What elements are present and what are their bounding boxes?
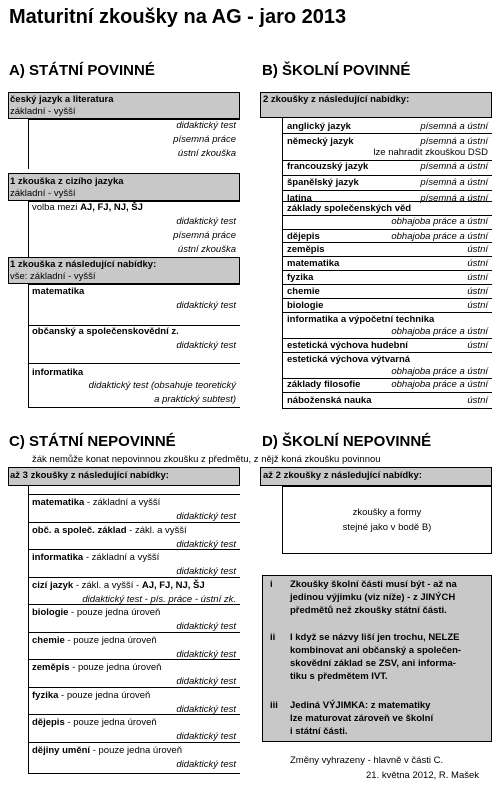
divider bbox=[28, 522, 240, 523]
subject-row bbox=[32, 580, 205, 592]
c-note: žák nemůže konat nepovinnou zkoušku z předmětu, z nějž koná zkoušku povinnou bbox=[32, 454, 381, 465]
subject-name: estetická výchova hudební bbox=[287, 340, 408, 351]
divider bbox=[282, 408, 492, 409]
subject-name: chemie bbox=[32, 635, 65, 646]
subject-name: estetická výchova výtvarná bbox=[287, 354, 411, 365]
subject-levels: - pouze jedna úroveň bbox=[68, 607, 161, 618]
divider bbox=[28, 659, 240, 660]
a-group3-levels: vše: základní - vyšší bbox=[10, 271, 96, 282]
a-group2-header bbox=[8, 173, 240, 201]
subject-name: obč. a společ. základ bbox=[32, 525, 127, 536]
note-line: I když se názvy liší jen trochu, NELZE bbox=[290, 632, 460, 643]
note-line: předmětů než zkoušky státní části. bbox=[290, 605, 447, 616]
exam-form: ústní bbox=[467, 286, 488, 297]
note-line: tiku s předmětem IVT. bbox=[290, 671, 388, 682]
note-line: Jediná VÝJIMKA: z matematiky bbox=[290, 700, 431, 711]
exam-form: ústní bbox=[467, 395, 488, 406]
subject-levels: - pouze jedna úroveň bbox=[90, 745, 182, 756]
divider bbox=[282, 338, 492, 339]
subject-levels: - zákl. a vyšší bbox=[126, 525, 187, 536]
divider bbox=[28, 632, 240, 633]
divider bbox=[28, 604, 240, 605]
divider bbox=[282, 298, 492, 299]
a-group1-title: český jazyk a literatura bbox=[10, 94, 114, 105]
exam-form: didaktický test bbox=[176, 566, 236, 577]
exam-form: ústní bbox=[467, 300, 488, 311]
exam-form: didaktický test bbox=[176, 340, 236, 351]
subject-row bbox=[32, 662, 161, 674]
subject-name: zeměpis bbox=[32, 662, 70, 673]
exam-form: obhajoba práce a ústní bbox=[391, 216, 488, 227]
exam-form: ústní bbox=[467, 244, 488, 255]
subject-name: matematika bbox=[287, 258, 340, 269]
divider bbox=[282, 392, 492, 393]
b-header bbox=[260, 92, 492, 118]
exam-form: didaktický test bbox=[176, 539, 236, 550]
divider bbox=[28, 407, 240, 408]
subject-row bbox=[32, 552, 159, 564]
subject-name: fyzika bbox=[32, 690, 59, 701]
subject-name: biologie bbox=[32, 607, 69, 618]
a-group2-title: 1 zkouška z cizího jazyka bbox=[10, 176, 124, 187]
exam-form: lze nahradit zkouškou DSD bbox=[373, 147, 488, 158]
exam-form: didaktický test bbox=[176, 120, 236, 131]
subject-row bbox=[32, 717, 157, 729]
exam-form: písemná práce bbox=[173, 134, 236, 145]
exam-form: a praktický subtest) bbox=[154, 394, 236, 405]
exam-form: písemná a ústní bbox=[420, 161, 488, 172]
exam-form: písemná a ústní bbox=[420, 193, 488, 204]
note-line: i státní části. bbox=[290, 726, 348, 737]
language-choice bbox=[32, 202, 143, 214]
subject-levels: - pouze jedna úroveň bbox=[64, 717, 157, 728]
subject-row bbox=[32, 525, 187, 537]
exam-form: písemná a ústní bbox=[420, 177, 488, 188]
a-group1-header bbox=[8, 92, 240, 119]
subject-name: matematika bbox=[32, 497, 85, 508]
subject-name: dějiny umění bbox=[32, 745, 91, 756]
divider bbox=[28, 363, 240, 364]
subject-levels: - pouze jedna úroveň bbox=[69, 662, 162, 673]
subject-levels: - základní a vyšší bbox=[83, 552, 160, 563]
subject-levels: - pouze jedna úroveň bbox=[58, 690, 151, 701]
subject-row bbox=[32, 607, 160, 619]
exam-form: didaktický test bbox=[176, 649, 236, 660]
d-title: až 2 zkoušky z následující nabídky: bbox=[263, 470, 422, 481]
subject-name: základy filosofie bbox=[287, 379, 361, 390]
divider bbox=[28, 549, 240, 550]
d-body-box bbox=[282, 486, 492, 554]
subject-name: cizí jazyk bbox=[32, 580, 74, 591]
note-line: jedinou výjimku (viz níže) - z JINÝCH bbox=[290, 592, 456, 603]
subject-row bbox=[32, 745, 182, 757]
divider bbox=[282, 190, 492, 191]
divider bbox=[282, 256, 492, 257]
a-group3-title: 1 zkouška z následující nabídky: bbox=[10, 259, 157, 270]
d-body-line: zkoušky a formy bbox=[352, 507, 422, 518]
subject-row bbox=[32, 635, 157, 647]
exam-form: didaktický test bbox=[176, 621, 236, 632]
exam-form: didaktický test bbox=[176, 511, 236, 522]
exam-form: ústní bbox=[467, 258, 488, 269]
language-choice-label: volba mezi bbox=[32, 202, 81, 213]
exam-form: didaktický test bbox=[176, 676, 236, 687]
exam-form: didaktický test - pís. práce - ústní zk. bbox=[82, 594, 236, 605]
exam-form: didaktický test bbox=[176, 216, 236, 227]
subject-name: dějepis bbox=[32, 717, 65, 728]
divider bbox=[282, 175, 492, 176]
subject-levels: - základní a vyšší bbox=[84, 497, 161, 508]
section-d-heading: D) ŠKOLNÍ NEPOVINNÉ bbox=[262, 433, 432, 450]
divider bbox=[282, 284, 492, 285]
exam-form: písemná a ústní bbox=[420, 136, 488, 147]
subject-name: informatika a výpočetní technika bbox=[287, 314, 435, 325]
subject-name: biologie bbox=[287, 300, 324, 311]
language-list: AJ, FJ, NJ, ŠJ bbox=[80, 202, 143, 213]
c-header bbox=[8, 467, 240, 486]
subject-name: zeměpis bbox=[287, 244, 325, 255]
divider bbox=[282, 352, 492, 353]
subject-name: anglický jazyk bbox=[287, 121, 351, 132]
subject-name: dějepis bbox=[287, 231, 320, 242]
exam-form: obhajoba práce a ústní bbox=[391, 231, 488, 242]
exam-form: písemná a ústní bbox=[420, 121, 488, 132]
divider bbox=[282, 312, 492, 313]
subject-name: francouzský jazyk bbox=[287, 161, 369, 172]
page-title: Maturitní zkoušky na AG - jaro 2013 bbox=[9, 6, 347, 28]
subject-name: informatika bbox=[32, 367, 84, 378]
exam-form: písemná práce bbox=[173, 230, 236, 241]
a-group1-levels: základní - vyšší bbox=[10, 106, 76, 117]
subject-name: německý jazyk bbox=[287, 136, 354, 147]
exam-form: didaktický test (obsahuje teoretický bbox=[88, 380, 236, 391]
a-group2-levels: základní - vyšší bbox=[10, 188, 76, 199]
subject-name: občanský a společenskovědní z. bbox=[32, 326, 179, 337]
note-number: iii bbox=[270, 700, 278, 711]
exam-form: didaktický test bbox=[176, 759, 236, 770]
divider bbox=[28, 714, 240, 715]
divider bbox=[28, 577, 240, 578]
subject-row bbox=[32, 690, 150, 702]
footer-date: 21. května 2012, R. Mašek bbox=[366, 770, 480, 781]
section-b-heading: B) ŠKOLNÍ POVINNÉ bbox=[262, 62, 411, 79]
note-number: i bbox=[270, 579, 273, 590]
note-line: Zkoušky školní části musí být - až na bbox=[290, 579, 457, 590]
d-body-line: stejné jako v bodě B) bbox=[342, 522, 432, 533]
divider bbox=[28, 284, 240, 285]
divider bbox=[28, 687, 240, 688]
divider bbox=[282, 133, 492, 134]
language-list: AJ, FJ, NJ, ŠJ bbox=[141, 580, 205, 591]
footer-note: Změny vyhrazeny - hlavně v části C. bbox=[290, 755, 444, 766]
section-c-heading: C) STÁTNÍ NEPOVINNÉ bbox=[9, 433, 176, 450]
a-group3-header bbox=[8, 257, 240, 284]
subject-name: fyzika bbox=[287, 272, 314, 283]
exam-form: ústní bbox=[467, 340, 488, 351]
subject-name: španělský jazyk bbox=[287, 177, 359, 188]
exam-form: obhajoba práce a ústní bbox=[391, 379, 488, 390]
note-line: lze maturovat zároveň ve školní bbox=[290, 713, 434, 724]
note-line: kombinovat ani občanský a společen- bbox=[290, 645, 462, 656]
exam-form: didaktický test bbox=[176, 704, 236, 715]
subject-name: matematika bbox=[32, 286, 85, 297]
divider bbox=[282, 270, 492, 271]
exam-form: obhajoba práce a ústní bbox=[391, 326, 488, 337]
subject-row bbox=[32, 497, 160, 509]
exam-form: didaktický test bbox=[176, 731, 236, 742]
subject-name: náboženská nauka bbox=[287, 395, 372, 406]
exam-form: ústní zkouška bbox=[177, 148, 236, 159]
divider bbox=[28, 773, 240, 774]
divider bbox=[28, 494, 240, 495]
c-title: až 3 zkoušky z následující nabídky: bbox=[10, 470, 169, 481]
exam-form: didaktický test bbox=[176, 300, 236, 311]
exam-form: ústní bbox=[467, 272, 488, 283]
section-a-heading: A) STÁTNÍ POVINNÉ bbox=[9, 62, 155, 79]
divider bbox=[282, 229, 492, 230]
subject-name: základy společenských věd bbox=[287, 203, 412, 214]
d-header bbox=[260, 467, 492, 486]
b-title: 2 zkoušky z následující nabídky: bbox=[263, 94, 410, 105]
subject-levels: - zákl. a vyšší - bbox=[73, 580, 142, 591]
subject-levels: - pouze jedna úroveň bbox=[64, 635, 157, 646]
exam-form: ústní zkouška bbox=[177, 244, 236, 255]
subject-name: latina bbox=[287, 193, 312, 204]
exam-form: obhajoba práce a ústní bbox=[391, 366, 488, 377]
divider bbox=[28, 742, 240, 743]
subject-name: chemie bbox=[287, 286, 320, 297]
subject-name: informatika bbox=[32, 552, 84, 563]
note-number: ii bbox=[270, 632, 276, 643]
note-line: skovědní základ se ZSV, ani informa- bbox=[290, 658, 456, 669]
